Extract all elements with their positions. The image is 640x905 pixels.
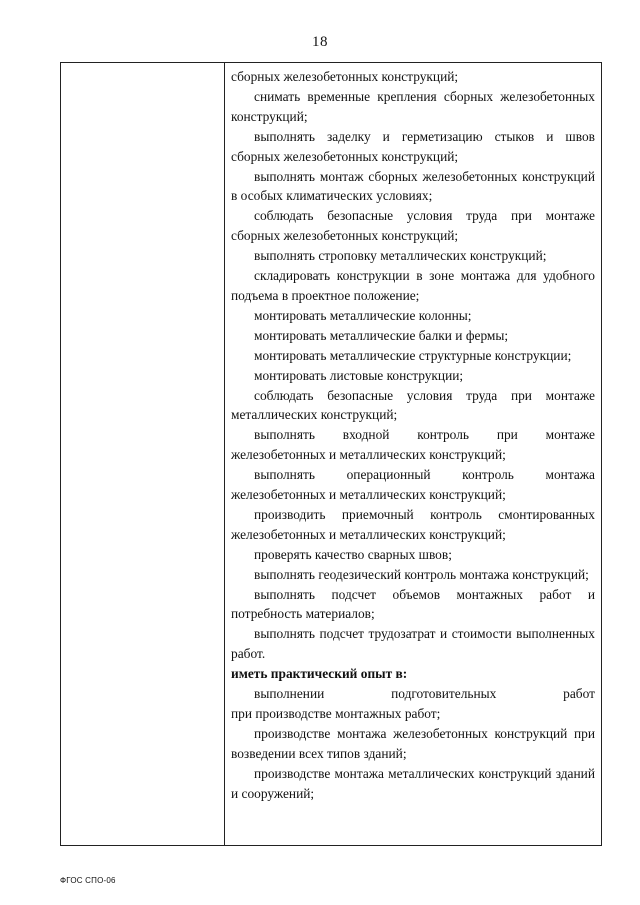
list-item: монтировать металлические колонны; bbox=[254, 307, 472, 323]
section-heading: иметь практический опыт в: bbox=[231, 666, 408, 682]
page-number: 18 bbox=[312, 34, 328, 50]
list-item: соблюдать безопасные условия труда при монтаже металлических конструкций; bbox=[231, 387, 595, 423]
list-item: выполнять строповку металлических конструкций; bbox=[254, 248, 547, 264]
list-item: выполнять монтаж сборных железобетонных конструкций в особых климатических условиях; bbox=[231, 168, 595, 204]
list-item: выполнять операционный контроль монтажа железобетонных и металлических конструкций; bbox=[231, 467, 595, 503]
list-item: выполнять подсчет трудозатрат и стоимости выполненных работ. bbox=[231, 626, 595, 662]
table-right-cell bbox=[231, 67, 595, 804]
list-item: выполнении подготовительных работ bbox=[254, 686, 595, 702]
list-item: монтировать листовые конструкции; bbox=[254, 367, 464, 383]
list-item: соблюдать безопасные условия труда при монтаже сборных железобетонных конструкций; bbox=[231, 208, 595, 244]
list-item: выполнять заделку и герметизацию стыков и швов сборных железобетонных конструкций; bbox=[231, 128, 595, 164]
list-item: выполнять геодезический контроль монтажа конструкций; bbox=[254, 566, 589, 582]
footer-code: ФГОС СПО-06 bbox=[60, 876, 116, 885]
list-item: при производстве монтажных работ; bbox=[231, 706, 441, 721]
list-item: сборных железобетонных конструкций; bbox=[231, 69, 459, 84]
list-item: производить приемочный контроль смонтированных железобетонных и металлических конструкций; bbox=[231, 506, 595, 542]
list-item: выполнять входной контроль при монтаже железобетонных и металлических конструкций; bbox=[231, 427, 595, 463]
list-item: складировать конструкции в зоне монтажа для удобного подъема в проектное положение; bbox=[231, 268, 595, 303]
list-item: проверять качество сварных швов; bbox=[254, 546, 452, 562]
list-item: монтировать металлические структурные конструкции; bbox=[254, 347, 572, 363]
list-item: выполнять подсчет объемов монтажных работ и потребность материалов; bbox=[231, 586, 595, 622]
list-item: монтировать металлические балки и фермы; bbox=[254, 327, 509, 343]
list-item: производстве монтажа железобетонных конструкций при возведении всех типов зданий; bbox=[231, 725, 595, 761]
column-divider bbox=[224, 63, 225, 845]
list-item: производстве монтажа металлических конструкций зданий и сооружений; bbox=[231, 765, 595, 801]
competency-table bbox=[60, 62, 602, 846]
list-item: снимать временные крепления сборных железобетонных конструкций; bbox=[231, 88, 595, 124]
